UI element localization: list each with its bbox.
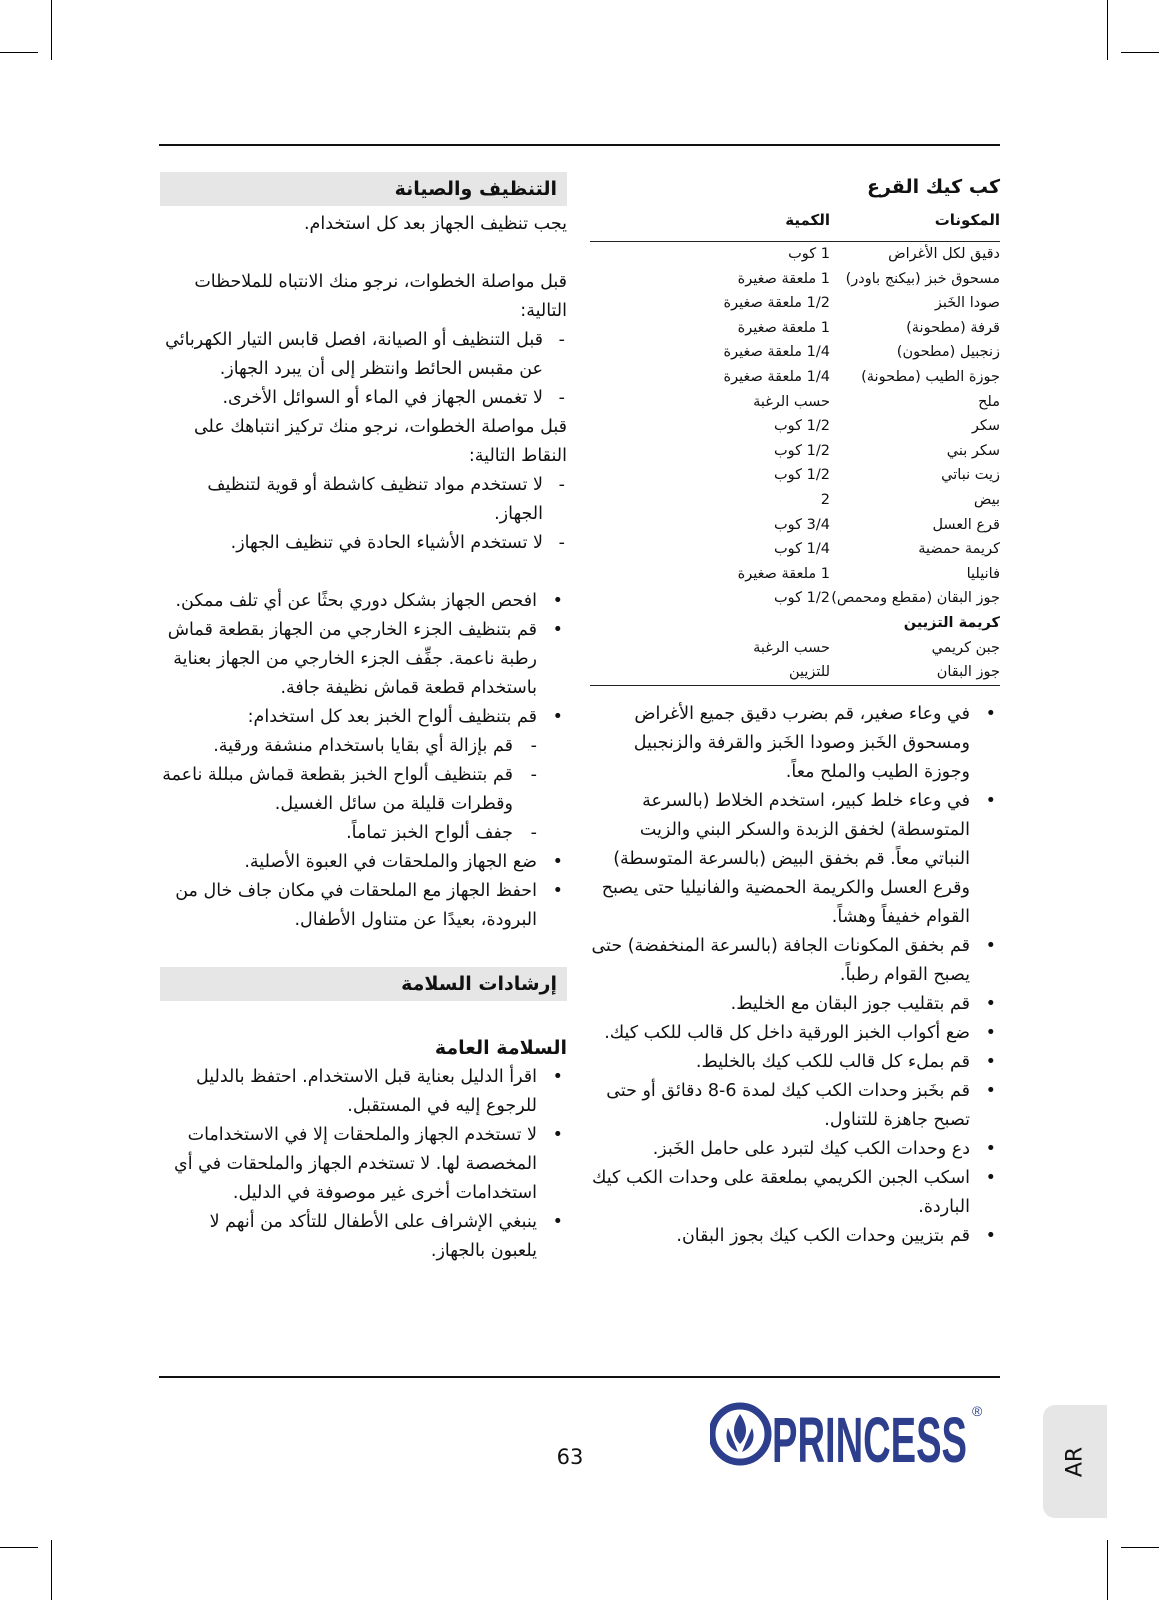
recipe-steps [590, 700, 1000, 1251]
princess-logo [710, 1398, 1000, 1470]
safety-bullets [160, 1063, 567, 1266]
list-item: • في وعاء صغير، قم بضرب دقيق جميع الأغراض ومسحوق الخَبز وصودا الخَبز والقرفة والزنجبيل وجوزة الطيب والملح معاً. [590, 700, 1000, 787]
list-item: • قم بخفق المكونات الجافة (بالسرعة المنخفضة) حتى يصبح القوام رطباً. [590, 932, 1000, 990]
ingredient-cell: زنجبيل (مطحون) [896, 344, 1000, 361]
crop-mark [1121, 1547, 1159, 1548]
princess-crest-icon [712, 1406, 768, 1462]
quantity-cell: للتزيين [590, 660, 830, 685]
ingredient-cell: جوز البقان [830, 660, 1000, 685]
page-number: 63 [556, 1445, 584, 1469]
ingredient-cell: كريمة حمضية [918, 541, 1000, 558]
ingredient-cell: سكر بني [946, 442, 1000, 459]
list-item: - قم بتنظيف ألواح الخبز بقطعة قماش مبللة ناعمة وقطرات قليلة من سائل الغسيل. [160, 761, 567, 819]
ingredient-cell: ملح [978, 393, 1000, 410]
table-row [590, 242, 1000, 267]
crop-mark [1121, 52, 1159, 53]
top-rule [159, 144, 1000, 146]
notes-list-2 [160, 471, 567, 558]
quantity-cell: 1 ملعقة صغيرة [737, 565, 830, 582]
cleaning-intro: يجب تنظيف الجهاز بعد كل استخدام. [303, 214, 567, 234]
plate-cleaning-steps [160, 732, 567, 848]
topping-subheader-row [590, 611, 1000, 636]
ingredient-cell: سكر [971, 418, 1000, 435]
ingredient-cell: دقيق لكل الأغراض [888, 246, 1000, 262]
list-item: • ينبغي الإشراف على الأطفال للتأكد من أنهم لا يلعبون بالجهاز. [160, 1208, 567, 1266]
quantity-cell: 1/2 كوب [774, 590, 830, 607]
quantity-cell: 2 [820, 491, 830, 508]
table-row [590, 365, 1000, 390]
crop-mark [1107, 1540, 1108, 1600]
quantity-header: الكمية [590, 202, 830, 242]
table-row [590, 537, 1000, 562]
quantity-cell: 1/4 كوب [774, 541, 830, 558]
maintenance-bullets [160, 587, 567, 732]
table-row [590, 488, 1000, 513]
quantity-cell: حسب الرغبة [753, 393, 830, 410]
language-tab [1043, 1405, 1107, 1518]
ingredient-cell: قرفة (مطحونة) [906, 319, 1000, 336]
table-row [590, 463, 1000, 488]
quantity-cell: 1/2 كوب [774, 442, 830, 459]
quantity-cell: 1/2 ملعقة صغيرة [723, 295, 830, 312]
ingredient-cell: بيض [973, 491, 1000, 508]
list-item: - قبل التنظيف أو الصيانة، افصل قابس التيار الكهربائي عن مقبس الحائط وانتظر إلى أن يبرد الجهاز. [160, 326, 567, 384]
crop-mark [0, 52, 38, 53]
table-row [590, 586, 1000, 611]
list-item: • دع وحدات الكب كيك لتبرد على حامل الخَبز. [590, 1135, 1000, 1164]
general-safety-heading: السلامة العامة [434, 1037, 567, 1059]
ingredient-cell: فانيليا [966, 565, 1000, 582]
list-item: • افحص الجهاز بشكل دوري بحثًا عن أي تلف ممكن. [160, 587, 567, 616]
list-item: - لا تستخدم مواد تنظيف كاشطة أو قوية لتنظيف الجهاز. [160, 471, 567, 529]
ingredients-header: المكونات [830, 202, 1000, 242]
list-item: - قم بإزالة أي بقايا باستخدام منشفة ورقية. [160, 732, 567, 761]
registered-mark: ® [972, 1403, 983, 1419]
list-item: • ضع الجهاز والملحقات في العبوة الأصلية. [160, 848, 567, 877]
topping-subheader: كريمة التزيين [903, 614, 1000, 631]
safety-heading: إرشادات السلامة [160, 967, 567, 1001]
table-row [590, 562, 1000, 587]
cleaning-heading: التنظيف والصيانة [160, 172, 567, 206]
list-item: • قم بتنظيف الجزء الخارجي من الجهاز بقطعة قماش رطبة ناعمة. جفِّف الجزء الخارجي من الجهاز بعناية باستخدام قطعة قماش نظيفة جافة. [160, 616, 567, 703]
table-row [590, 513, 1000, 538]
table-row [590, 439, 1000, 464]
ingredient-cell: جوز البقان (مقطع ومحمص) [831, 590, 1000, 607]
crop-mark [51, 1540, 52, 1600]
ingredient-cell: زيت نباتي [941, 467, 1000, 484]
list-item: • اقرأ الدليل بعناية قبل الاستخدام. احتفظ بالدليل للرجوع إليه في المستقبل. [160, 1063, 567, 1121]
bottom-rule [159, 1376, 1000, 1378]
quantity-cell: 1/2 كوب [774, 467, 830, 484]
recipe-column [590, 172, 1000, 1251]
quantity-cell: 3/4 كوب [774, 516, 830, 533]
table-row [590, 636, 1000, 661]
list-item: • لا تستخدم الجهاز والملحقات إلا في الاستخدامات المخصصة لها. لا تستخدم الجهاز والملحقات في أي استخدامات أخرى غير موصوفة في الدليل. [160, 1121, 567, 1208]
list-item: • ضع أكواب الخبز الورقية داخل كل قالب للكب كيك. [590, 1019, 1000, 1048]
quantity-cell: 1/4 ملعقة صغيرة [723, 344, 830, 361]
list-item: • احفظ الجهاز مع الملحقات في مكان جاف خال من البرودة، بعيدًا عن متناول الأطفال. [160, 877, 567, 935]
quantity-cell: 1 ملعقة صغيرة [737, 270, 830, 287]
notes-list-1 [160, 326, 567, 413]
ingredients-body [590, 242, 1000, 686]
table-row [590, 340, 1000, 365]
quantity-cell: 1 ملعقة صغيرة [737, 319, 830, 336]
table-row [590, 316, 1000, 341]
list-item: - لا تغمس الجهاز في الماء أو السوائل الأخرى. [160, 384, 567, 413]
quantity-cell: 1/4 ملعقة صغيرة [723, 368, 830, 385]
list-item: - لا تستخدم الأشياء الحادة في تنظيف الجهاز. [160, 529, 567, 558]
brand-name: PRINCESS [772, 1404, 967, 1470]
table-row [590, 267, 1000, 292]
list-item: • قم بتقليب جوز البقان مع الخليط. [590, 990, 1000, 1019]
notes-intro-1: قبل مواصلة الخطوات، نرجو منك الانتباه للملاحظات التالية: [194, 272, 567, 321]
table-row [590, 414, 1000, 439]
list-item: • قم بخَبز وحدات الكب كيك لمدة 6-8 دقائق أو حتى تصبح جاهزة للتناول. [590, 1077, 1000, 1135]
list-item: • اسكب الجبن الكريمي بملعقة على وحدات الكب كيك الباردة. [590, 1164, 1000, 1222]
quantity-cell: 1 كوب [788, 246, 830, 262]
ingredient-cell: جبن كريمي [931, 639, 1000, 656]
language-code: AR [1062, 1446, 1088, 1477]
list-item: • في وعاء خلط كبير، استخدم الخلاط (بالسرعة المتوسطة) لخفق الزبدة والسكر البني والزيت النباتي معاً. قم بخفق البيض (بالسرعة المتوسطة) وقرع العسل والكريمة الحمضية والفانيليا حتى يصبح القوام خفيفاً وهشاً. [590, 787, 1000, 932]
list-item: • قم بملء كل قالب للكب كيك بالخليط. [590, 1048, 1000, 1077]
ingredient-cell: جوزة الطيب (مطحونة) [861, 368, 1000, 385]
list-item: • قم بتنظيف ألواح الخبز بعد كل استخدام: [160, 703, 567, 732]
quantity-cell: 1/2 كوب [774, 418, 830, 435]
storage-bullets [160, 848, 567, 935]
crop-mark [0, 1547, 38, 1548]
recipe-title: كب كيك القرع [866, 176, 1000, 198]
ingredient-cell: صودا الخَبز [934, 295, 1000, 312]
list-item: - جفف ألواح الخبز تماماً. [160, 819, 567, 848]
quantity-cell: حسب الرغبة [753, 639, 830, 656]
table-row [590, 660, 1000, 685]
cleaning-column [160, 172, 567, 1266]
ingredient-cell: مسحوق خبز (بيكنج باودر) [845, 270, 1000, 287]
ingredients-table [590, 202, 1000, 686]
crop-mark [51, 0, 52, 60]
crop-mark [1107, 0, 1108, 60]
notes-intro-2: قبل مواصلة الخطوات، نرجو منك تركيز انتباهك على النقاط التالية: [193, 417, 567, 466]
table-row [590, 390, 1000, 415]
ingredient-cell: قرع العسل [932, 516, 1000, 533]
table-row [590, 291, 1000, 316]
list-item: • قم بتزيين وحدات الكب كيك بجوز البقان. [590, 1222, 1000, 1251]
